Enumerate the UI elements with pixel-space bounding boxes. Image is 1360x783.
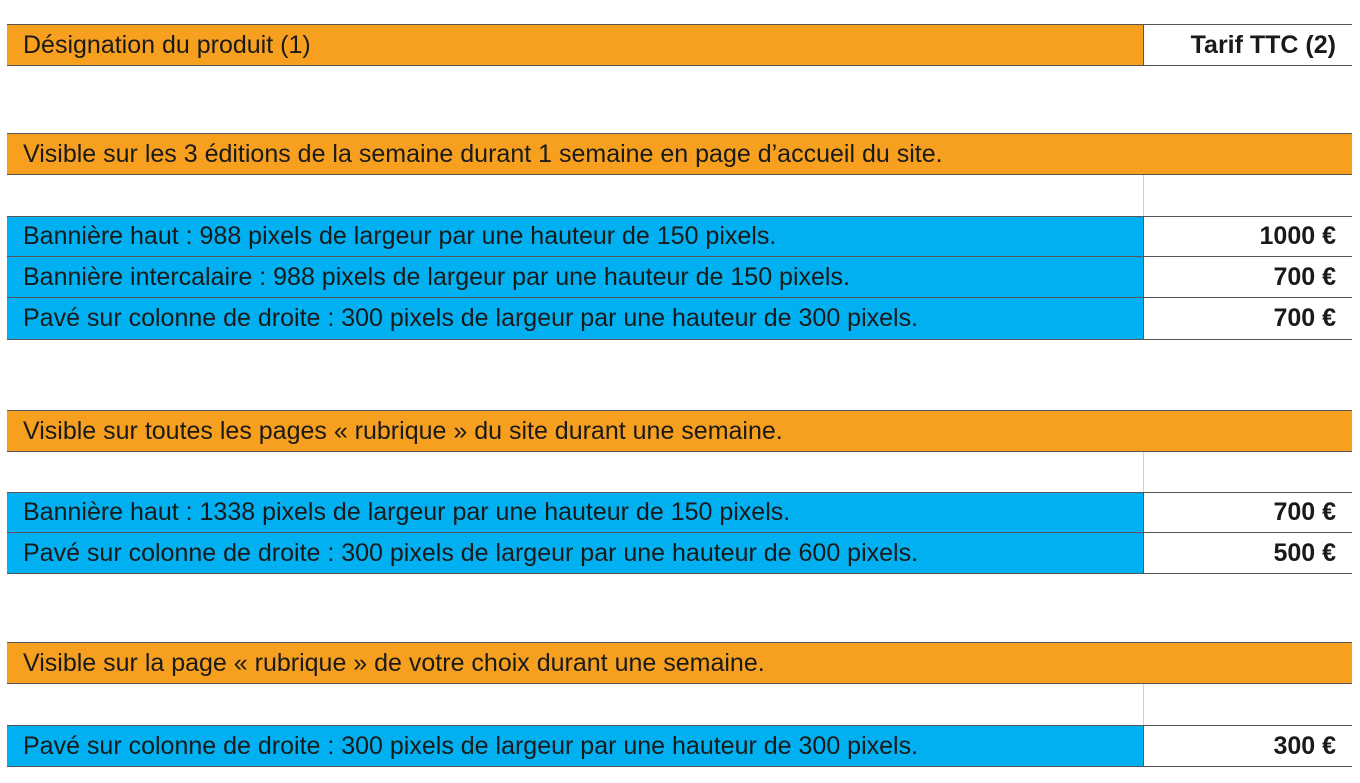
item-label: Bannière intercalaire : 988 pixels de largeur par une hauteur de 150 pixels. bbox=[7, 257, 1143, 297]
item-label: Bannière haut : 988 pixels de largeur par une hauteur de 150 pixels. bbox=[7, 217, 1143, 256]
table-row bbox=[7, 298, 1352, 340]
table-row bbox=[7, 533, 1352, 574]
item-label: Pavé sur colonne de droite : 300 pixels de largeur par une hauteur de 600 pixels. bbox=[7, 533, 1143, 573]
section-3-spacer-row bbox=[7, 684, 1352, 725]
item-price: 700 € bbox=[1143, 298, 1352, 339]
section-3-title: Visible sur la page « rubrique » de votre choix durant une semaine. bbox=[7, 643, 1352, 683]
item-price: 700 € bbox=[1143, 257, 1352, 297]
section-1-title: Visible sur les 3 éditions de la semaine durant 1 semaine en page d’accueil du site. bbox=[7, 134, 1352, 174]
section-3-title-row bbox=[7, 642, 1352, 684]
item-price: 300 € bbox=[1143, 726, 1352, 766]
designation-header: Désignation du produit (1) bbox=[7, 25, 1143, 65]
section-2-title: Visible sur toutes les pages « rubrique » du site durant une semaine. bbox=[7, 411, 1352, 451]
item-label: Pavé sur colonne de droite : 300 pixels de largeur par une hauteur de 300 pixels. bbox=[7, 298, 1143, 339]
item-price: 700 € bbox=[1143, 493, 1352, 532]
item-price: 500 € bbox=[1143, 533, 1352, 573]
table-row bbox=[7, 257, 1352, 298]
tarif-header: Tarif TTC (2) bbox=[1143, 25, 1352, 65]
header-row bbox=[7, 24, 1352, 66]
section-1-spacer-row bbox=[7, 175, 1352, 216]
item-label: Pavé sur colonne de droite : 300 pixels de largeur par une hauteur de 300 pixels. bbox=[7, 726, 1143, 766]
table-row bbox=[7, 725, 1352, 767]
section-1-title-row bbox=[7, 133, 1352, 175]
section-2-title-row bbox=[7, 410, 1352, 452]
item-label: Bannière haut : 1338 pixels de largeur par une hauteur de 150 pixels. bbox=[7, 493, 1143, 532]
section-2-spacer-row bbox=[7, 452, 1352, 492]
table-row bbox=[7, 492, 1352, 533]
table-row bbox=[7, 216, 1352, 257]
item-price: 1000 € bbox=[1143, 217, 1352, 256]
